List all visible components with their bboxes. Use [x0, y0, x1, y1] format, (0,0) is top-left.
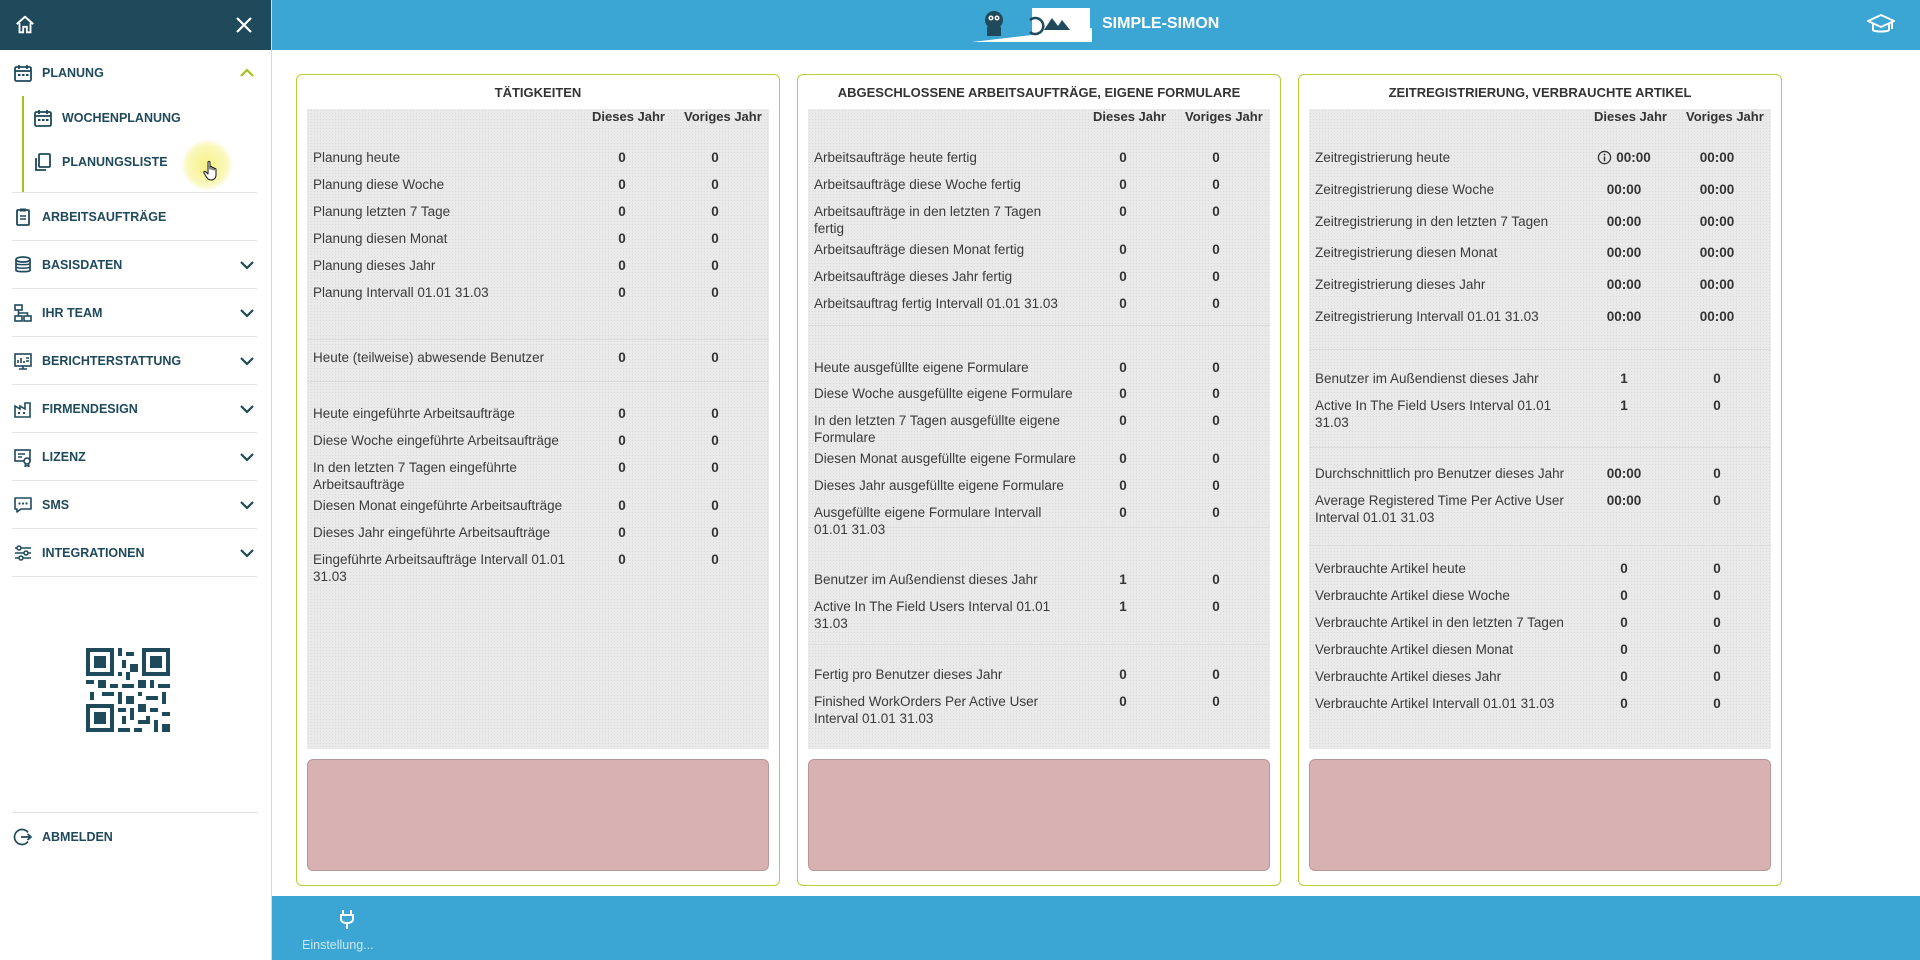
chevron-down-icon[interactable] [237, 447, 257, 467]
stat-value: 0 [1119, 204, 1127, 219]
panel-body [1309, 109, 1771, 749]
hand-cursor-icon [202, 160, 220, 182]
stat-value: 00:00 [1606, 245, 1642, 260]
stat-value: 1 [1119, 599, 1127, 614]
graduation-cap-icon[interactable] [1866, 12, 1896, 38]
chevron-down-icon[interactable] [237, 495, 257, 515]
stat-label: Diesen Monat ausgefüllte eigene Formulare [814, 451, 1076, 466]
stat-value: 00:00 [1699, 309, 1735, 324]
stat-label: Eingeführte Arbeitsaufträge Intervall 01.01 31.03 [313, 552, 566, 584]
stat-value: 0 [618, 433, 626, 448]
stat-value: 0 [618, 552, 626, 567]
stat-value: 0 [1212, 505, 1220, 520]
stat-value: 0 [1212, 478, 1220, 493]
panel-title: ZEITREGISTRIERUNG, VERBRAUCHTE ARTIKEL [1388, 85, 1692, 100]
stat-value: 0 [711, 258, 719, 273]
stat-label: Heute ausgefüllte eigene Formulare [814, 360, 1029, 375]
stat-label: Verbrauchte Artikel heute [1315, 561, 1466, 576]
stat-value: 0 [711, 525, 719, 540]
stat-label: Verbrauchte Artikel Intervall 01.01 31.03 [1315, 696, 1555, 711]
stat-label: Planung diesen Monat [313, 231, 448, 246]
stat-value: 0 [618, 406, 626, 421]
stat-value: 0 [1212, 413, 1220, 428]
stat-value: 0 [618, 525, 626, 540]
stat-value: 0 [1212, 451, 1220, 466]
stat-label: Diese Woche eingeführte Arbeitsaufträge [313, 433, 559, 448]
stat-value-with-info [1579, 149, 1669, 166]
stat-label: Benutzer im Außendienst dieses Jahr [1315, 371, 1539, 386]
chevron-down-icon[interactable] [237, 543, 257, 563]
stat-value: 0 [1713, 642, 1721, 657]
logout-icon [12, 826, 34, 848]
stat-label: Finished WorkOrders Per Active User Interval 01.01 31.03 [814, 694, 1039, 726]
stat-value: 0 [1713, 561, 1721, 576]
simple-simon-logo [972, 6, 1092, 42]
stat-value: 0 [1620, 561, 1628, 576]
hierarchy-icon [12, 302, 34, 324]
stat-value: 0 [1212, 150, 1220, 165]
brand[interactable] [972, 6, 1219, 42]
stat-value: 00:00 [1699, 182, 1735, 197]
sidebar-item-label: WOCHENPLANUNG [62, 111, 181, 125]
panel-abgeschlossene [797, 74, 1281, 886]
stat-value: 0 [1620, 696, 1628, 711]
stat-value: 00:00 [1606, 493, 1642, 508]
stat-label: Zeitregistrierung in den letzten 7 Tagen [1315, 214, 1549, 229]
stat-value: 00:00 [1699, 214, 1735, 229]
stat-label: Heute eingeführte Arbeitsaufträge [313, 406, 515, 421]
bottom-bar [272, 896, 1920, 960]
stat-value: 1 [1620, 371, 1628, 386]
stat-value: 0 [1620, 588, 1628, 603]
stat-value: 0 [618, 350, 626, 365]
stat-label: Benutzer im Außendienst dieses Jahr [814, 572, 1038, 587]
stat-value: 0 [711, 150, 719, 165]
sidebar-top-bar [0, 0, 271, 50]
stat-value: 0 [1119, 478, 1127, 493]
stat-value: 0 [1212, 177, 1220, 192]
stat-value: 0 [618, 258, 626, 273]
stat-value: 0 [711, 231, 719, 246]
stat-label: Verbrauchte Artikel diesen Monat [1315, 642, 1514, 657]
stat-label: Verbrauchte Artikel diese Woche [1315, 588, 1510, 603]
sidebar-nav [0, 50, 271, 577]
top-header [272, 0, 1920, 50]
stat-label: Zeitregistrierung dieses Jahr [1315, 277, 1486, 292]
calendar-icon [32, 107, 54, 129]
stat-label: Diesen Monat eingeführte Arbeitsaufträge [313, 498, 563, 513]
stat-label: Planung Intervall 01.01 31.03 [313, 285, 489, 300]
column-header: Voriges Jahr [1185, 109, 1263, 124]
sidebar-item-label: SMS [42, 497, 70, 512]
stat-value: 0 [1119, 386, 1127, 401]
factory-icon [12, 398, 34, 420]
stat-value: 0 [711, 460, 719, 475]
stat-value: 0 [1212, 694, 1220, 709]
sidebar-item-label: PLANUNG [42, 66, 104, 80]
stat-value: 0 [1212, 204, 1220, 219]
stat-value: 0 [1620, 615, 1628, 630]
stat-label: Active In The Field Users Interval 01.01 31.03 [1315, 398, 1552, 430]
divider [307, 381, 769, 382]
stat-value: 0 [618, 285, 626, 300]
stat-value: 0 [711, 285, 719, 300]
stat-label: Ausgefüllte eigene Formulare Intervall 01.01 31.03 [814, 505, 1042, 537]
stat-value: 0 [1212, 386, 1220, 401]
logout-button[interactable] [12, 812, 258, 860]
chat-icon [12, 494, 34, 516]
stat-label: Verbrauchte Artikel dieses Jahr [1315, 669, 1502, 684]
stat-value: 0 [711, 204, 719, 219]
stat-label: Planung diese Woche [313, 177, 445, 192]
sidebar-item-label: LIZENZ [42, 449, 86, 464]
clipboard-icon [12, 206, 34, 228]
stat-value: 00:00 [1606, 466, 1642, 481]
stat-value: 0 [1212, 572, 1220, 587]
close-icon[interactable] [231, 12, 257, 38]
sidebar-item-sms[interactable] [12, 481, 257, 529]
stat-label: In den letzten 7 Tagen ausgefüllte eigene Formulare [814, 413, 1060, 445]
panel-zeitregistrierung [1298, 74, 1782, 886]
column-header: Dieses Jahr [1093, 109, 1166, 124]
stat-value: 0 [1119, 150, 1127, 165]
stat-value: 0 [1119, 667, 1127, 682]
sliders-icon [12, 542, 34, 564]
stat-label: Arbeitsaufträge heute fertig [814, 150, 977, 165]
chevron-down-icon[interactable] [237, 399, 257, 419]
stat-value: 0 [1119, 505, 1127, 520]
sidebar-item-ihr-team[interactable] [12, 289, 257, 337]
chevron-down-icon[interactable] [237, 303, 257, 323]
stat-value: 0 [1119, 451, 1127, 466]
stat-label: Durchschnittlich pro Benutzer dieses Jahr [1315, 466, 1565, 481]
stat-value: 00:00 [1606, 182, 1642, 197]
panel-footer-box [808, 759, 1270, 871]
stat-value: 1 [1119, 572, 1127, 587]
stat-value: 0 [618, 150, 626, 165]
stat-label: Active In The Field Users Interval 01.01 31.03 [814, 599, 1051, 631]
stat-label: Dieses Jahr eingeführte Arbeitsaufträge [313, 525, 551, 540]
stat-value: 0 [1713, 398, 1721, 413]
stat-value: 0 [711, 177, 719, 192]
stat-label: Zeitregistrierung diese Woche [1315, 182, 1495, 197]
stat-value: 0 [1620, 669, 1628, 684]
stat-value: 0 [1119, 296, 1127, 311]
sidebar-item-label: BASISDATEN [42, 257, 123, 272]
sidebar-item-arbeitsauftraege[interactable] [12, 193, 257, 241]
divider [1309, 447, 1771, 448]
panel-footer-box [1309, 759, 1771, 871]
sidebar-item-integrationen[interactable] [12, 529, 257, 577]
stat-value: 00:00 [1699, 245, 1735, 260]
stat-label: Heute (teilweise) abwesende Benutzer [313, 350, 545, 365]
panel-title: TÄTIGKEITEN [494, 85, 582, 100]
divider [808, 325, 1270, 326]
stat-value: 0 [1119, 360, 1127, 375]
stat-value: 1 [1620, 398, 1628, 413]
stat-label: Zeitregistrierung Intervall 01.01 31.03 [1315, 309, 1539, 324]
stat-value: 0 [1212, 599, 1220, 614]
sidebar-item-wochenplanung[interactable] [32, 96, 257, 140]
stat-value: 0 [1620, 642, 1628, 657]
stat-value: 00:00 [1606, 277, 1642, 292]
sidebar-item-basisdaten[interactable] [12, 241, 257, 289]
settings-button[interactable] [290, 904, 374, 954]
stat-value: 0 [1713, 696, 1721, 711]
stat-label: Arbeitsauftrag fertig Intervall 01.01 31.03 [814, 296, 1058, 311]
sidebar-item-label: ARBEITSAUFTRÄGE [42, 209, 167, 224]
panel-taetigkeiten [296, 74, 780, 886]
settings-label: Einstellung... [302, 938, 374, 952]
sidebar-item-label: INTEGRATIONEN [42, 545, 145, 560]
report-icon [12, 350, 34, 372]
divider [307, 339, 769, 340]
column-header: Dieses Jahr [592, 109, 665, 124]
stat-value: 0 [1212, 242, 1220, 257]
stat-label: Zeitregistrierung heute [1315, 150, 1451, 165]
chevron-down-icon[interactable] [237, 351, 257, 371]
sidebar [0, 0, 272, 960]
stat-value: 00:00 [1699, 277, 1735, 292]
info-icon[interactable] [1597, 150, 1612, 165]
stat-value: 0 [1713, 493, 1721, 508]
divider [808, 644, 1270, 645]
chevron-down-icon[interactable] [237, 255, 257, 275]
stat-value: 00:00 [1616, 150, 1651, 165]
stat-value: 0 [618, 231, 626, 246]
stat-label: Arbeitsaufträge dieses Jahr fertig [814, 269, 1013, 284]
sidebar-item-label: IHR TEAM [42, 305, 103, 320]
panel-body [808, 109, 1270, 749]
stat-value: 0 [1713, 371, 1721, 386]
stat-value: 0 [711, 406, 719, 421]
stat-value: 0 [1119, 242, 1127, 257]
home-icon[interactable] [12, 12, 38, 38]
column-header: Voriges Jahr [684, 109, 762, 124]
calendar-icon [12, 62, 34, 84]
stat-value: 0 [711, 350, 719, 365]
stat-value: 00:00 [1606, 309, 1642, 324]
stat-value: 0 [1212, 667, 1220, 682]
stat-label: Arbeitsaufträge in den letzten 7 Tagen fertig [814, 204, 1042, 236]
plug-icon [338, 908, 356, 930]
stat-label: Planung heute [313, 150, 401, 165]
sidebar-item-planung[interactable] [12, 50, 257, 96]
sidebar-item-firmendesign[interactable] [12, 385, 257, 433]
stat-value: 0 [1212, 360, 1220, 375]
copy-icon [32, 151, 54, 173]
stat-value: 0 [711, 552, 719, 567]
stat-value: 0 [618, 460, 626, 475]
divider [1309, 545, 1771, 546]
divider [1309, 349, 1771, 350]
stat-label: Dieses Jahr ausgefüllte eigene Formulare [814, 478, 1064, 493]
sidebar-item-lizenz[interactable] [12, 433, 257, 481]
stat-value: 0 [1212, 269, 1220, 284]
stat-label: In den letzten 7 Tagen eingeführte Arbeitsaufträge [313, 460, 517, 492]
stat-value: 0 [618, 204, 626, 219]
dashboard-main [272, 50, 1920, 896]
stat-label: Arbeitsaufträge diese Woche fertig [814, 177, 1021, 192]
stat-value: 0 [711, 433, 719, 448]
sidebar-item-label: BERICHTERSTATTUNG [42, 353, 182, 368]
stat-value: 00:00 [1699, 150, 1735, 165]
stat-label: Arbeitsaufträge diesen Monat fertig [814, 242, 1025, 257]
panel-body [307, 109, 769, 749]
database-icon [12, 254, 34, 276]
stat-value: 00:00 [1606, 214, 1642, 229]
stat-label: Planung dieses Jahr [313, 258, 436, 273]
stat-value: 0 [1713, 615, 1721, 630]
chevron-up-icon[interactable] [237, 63, 257, 83]
stat-value: 0 [1713, 588, 1721, 603]
stat-label: Diese Woche ausgefüllte eigene Formulare [814, 386, 1073, 401]
column-header: Voriges Jahr [1686, 109, 1764, 124]
stat-label: Planung letzten 7 Tage [313, 204, 451, 219]
stat-label: Average Registered Time Per Active User Interval 01.01 31.03 [1315, 493, 1564, 525]
license-icon [12, 446, 34, 468]
sidebar-item-label: PLANUNGSLISTE [62, 155, 168, 169]
panel-title: ABGESCHLOSSENE ARBEITSAUFTRÄGE, EIGENE FORMULARE [837, 85, 1241, 100]
stat-label: Verbrauchte Artikel in den letzten 7 Tagen [1315, 615, 1564, 630]
stat-label: Zeitregistrierung diesen Monat [1315, 245, 1498, 260]
sidebar-item-label: FIRMENDESIGN [42, 401, 138, 416]
qr-code-icon [86, 648, 170, 732]
stat-value: 0 [618, 177, 626, 192]
stat-value: 0 [618, 498, 626, 513]
stat-value: 0 [1119, 177, 1127, 192]
stat-value: 0 [1713, 669, 1721, 684]
brand-name: SIMPLE-SIMON [1102, 15, 1220, 32]
sidebar-item-berichterstattung[interactable] [12, 337, 257, 385]
stat-value: 0 [1713, 466, 1721, 481]
panel-footer-box [307, 759, 769, 871]
stat-value: 0 [1119, 413, 1127, 428]
logout-label: ABMELDEN [42, 829, 113, 844]
column-header: Dieses Jahr [1594, 109, 1667, 124]
stat-label: Fertig pro Benutzer dieses Jahr [814, 667, 1003, 682]
stat-value: 0 [1212, 296, 1220, 311]
stat-value: 0 [1119, 694, 1127, 709]
stat-value: 0 [711, 498, 719, 513]
stat-value: 0 [1119, 269, 1127, 284]
